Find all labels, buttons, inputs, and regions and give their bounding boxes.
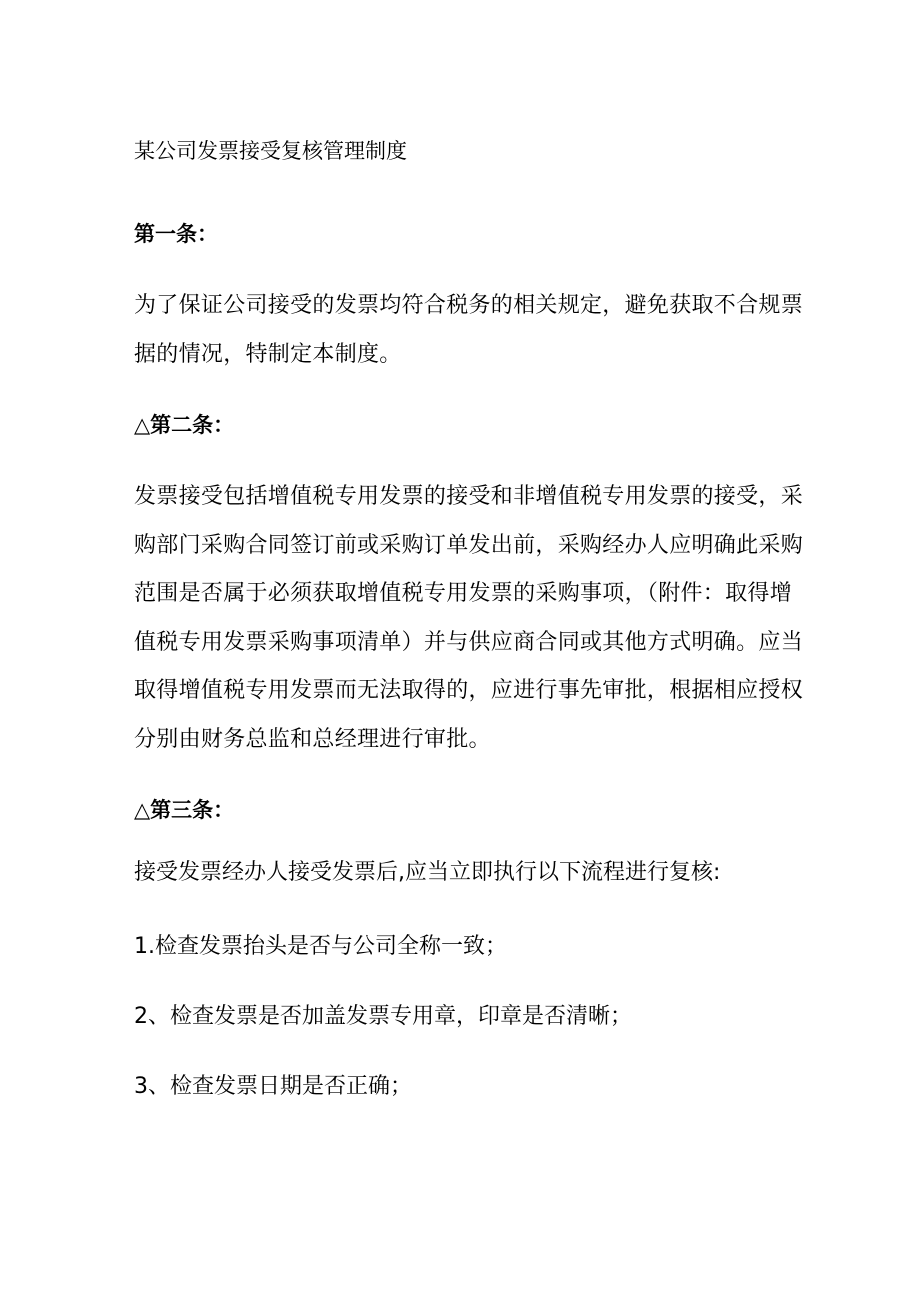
article-1-body: [134, 282, 804, 379]
article-3-intro: 接受发票经办人接受发票后,应当立即执行以下流程进行复核:: [134, 860, 721, 885]
article-2-line: 分别由财务总监和总经理进行审批。: [134, 726, 491, 752]
article-3-heading: △第三条：: [134, 798, 235, 822]
checklist-item-1: 1.检查发票抬头是否与公司全称一致；: [134, 934, 507, 959]
article-2-heading: △第二条：: [134, 413, 235, 437]
article-2-line: 范围是否属于必须获取增值税专用发票的采购事项，（附件：取得增: [134, 581, 793, 606]
checklist-item-3: 3、检查发票日期是否正确；: [134, 1074, 412, 1099]
document-title: 某公司发票接受复核管理制度: [134, 139, 407, 163]
article-1-line: 据的情况，特制定本制度。: [134, 341, 402, 367]
article-2-line: 购部门采购合同签订前或采购订单发出前，采购经办人应明确此采购: [134, 532, 804, 558]
article-1-heading: 第一条：: [134, 222, 218, 246]
article-2-line: 取得增值税专用发票而无法取得的，应进行事先审批，根据相应授权: [134, 678, 804, 703]
article-1-line: 为了保证公司接受的发票均符合税务的相关规定，避免获取不合规票: [134, 293, 804, 318]
checklist-item-2: 2、检查发票是否加盖发票专用章，印章是否清晰；: [134, 1004, 632, 1029]
article-2-line: 发票接受包括增值税专用发票的接受和非增值税专用发票的接受，采: [134, 484, 804, 509]
article-2-body: [134, 473, 804, 764]
article-2-line: 值税专用发票采购事项清单）并与供应商合同或其他方式明确。应当: [134, 629, 804, 655]
